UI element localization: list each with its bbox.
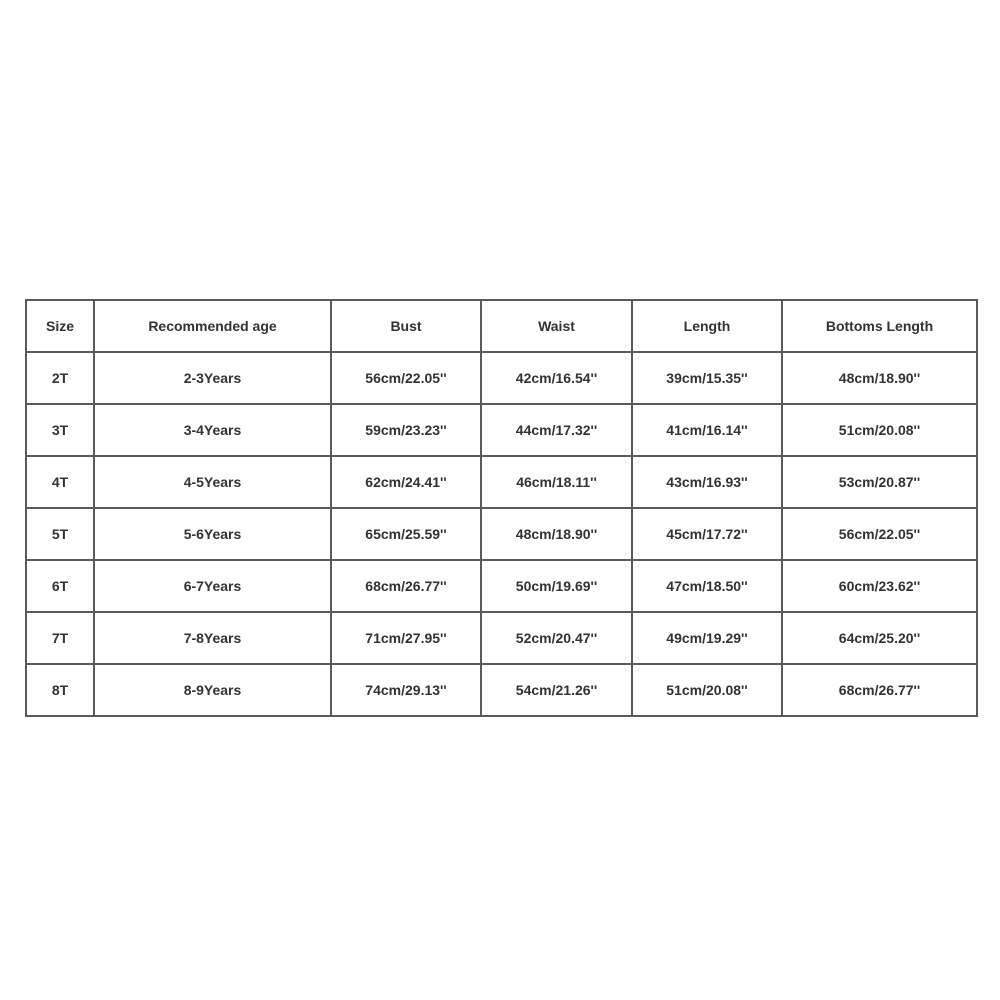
cell-size: 4T <box>26 456 94 508</box>
cell-bottoms-length: 60cm/23.62'' <box>782 560 977 612</box>
cell-length: 39cm/15.35'' <box>632 352 782 404</box>
cell-waist: 46cm/18.11'' <box>481 456 632 508</box>
cell-waist: 48cm/18.90'' <box>481 508 632 560</box>
table-header-row <box>26 300 977 352</box>
cell-recommended-age: 7-8Years <box>94 612 331 664</box>
table-row <box>26 664 977 716</box>
cell-size: 3T <box>26 404 94 456</box>
cell-bust: 71cm/27.95'' <box>331 612 481 664</box>
cell-bust: 74cm/29.13'' <box>331 664 481 716</box>
cell-recommended-age: 8-9Years <box>94 664 331 716</box>
cell-bust: 56cm/22.05'' <box>331 352 481 404</box>
header-size: Size <box>26 300 94 352</box>
table-row <box>26 404 977 456</box>
cell-bottoms-length: 48cm/18.90'' <box>782 352 977 404</box>
size-chart-table <box>25 299 978 717</box>
cell-recommended-age: 4-5Years <box>94 456 331 508</box>
header-bottoms-length: Bottoms Length <box>782 300 977 352</box>
cell-bottoms-length: 64cm/25.20'' <box>782 612 977 664</box>
cell-waist: 44cm/17.32'' <box>481 404 632 456</box>
cell-bottoms-length: 56cm/22.05'' <box>782 508 977 560</box>
cell-bottoms-length: 53cm/20.87'' <box>782 456 977 508</box>
cell-length: 45cm/17.72'' <box>632 508 782 560</box>
cell-size: 8T <box>26 664 94 716</box>
cell-size: 2T <box>26 352 94 404</box>
cell-length: 47cm/18.50'' <box>632 560 782 612</box>
cell-length: 41cm/16.14'' <box>632 404 782 456</box>
cell-waist: 42cm/16.54'' <box>481 352 632 404</box>
cell-bust: 65cm/25.59'' <box>331 508 481 560</box>
table-row <box>26 612 977 664</box>
cell-recommended-age: 3-4Years <box>94 404 331 456</box>
header-waist: Waist <box>481 300 632 352</box>
cell-bottoms-length: 68cm/26.77'' <box>782 664 977 716</box>
cell-length: 49cm/19.29'' <box>632 612 782 664</box>
cell-bust: 62cm/24.41'' <box>331 456 481 508</box>
header-recommended-age: Recommended age <box>94 300 331 352</box>
cell-recommended-age: 5-6Years <box>94 508 331 560</box>
cell-waist: 52cm/20.47'' <box>481 612 632 664</box>
table-row <box>26 508 977 560</box>
cell-length: 43cm/16.93'' <box>632 456 782 508</box>
cell-waist: 50cm/19.69'' <box>481 560 632 612</box>
table-row <box>26 560 977 612</box>
cell-bust: 59cm/23.23'' <box>331 404 481 456</box>
cell-recommended-age: 6-7Years <box>94 560 331 612</box>
table-row <box>26 352 977 404</box>
cell-size: 6T <box>26 560 94 612</box>
cell-bust: 68cm/26.77'' <box>331 560 481 612</box>
cell-size: 5T <box>26 508 94 560</box>
header-bust: Bust <box>331 300 481 352</box>
cell-length: 51cm/20.08'' <box>632 664 782 716</box>
cell-size: 7T <box>26 612 94 664</box>
cell-recommended-age: 2-3Years <box>94 352 331 404</box>
table-row <box>26 456 977 508</box>
cell-bottoms-length: 51cm/20.08'' <box>782 404 977 456</box>
header-length: Length <box>632 300 782 352</box>
cell-waist: 54cm/21.26'' <box>481 664 632 716</box>
